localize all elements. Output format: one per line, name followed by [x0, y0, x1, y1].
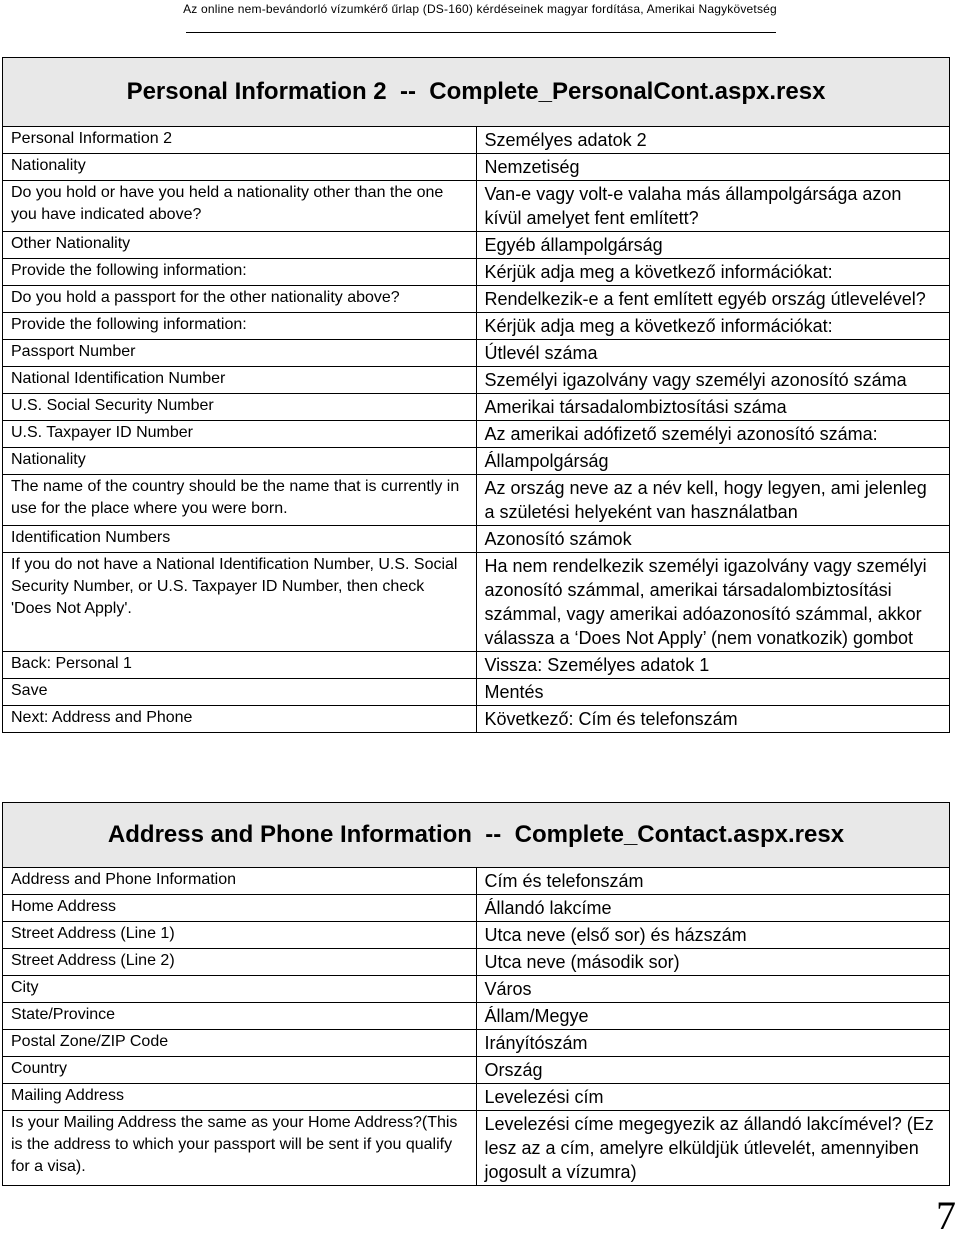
- hungarian-text: Vissza: Személyes adatok 1: [476, 652, 950, 679]
- section-title-row: [3, 803, 950, 868]
- english-text: Address and Phone Information: [3, 868, 477, 895]
- table-row: [3, 553, 950, 652]
- english-text: If you do not have a National Identification Number, U.S. Social Security Number, or U.S. Taxpayer ID Number, then check 'Does Not Apply'.: [3, 553, 477, 652]
- hungarian-text: Kérjük adja meg a következő információkat:: [476, 259, 950, 286]
- english-text: Next: Address and Phone: [3, 706, 477, 733]
- english-text: State/Province: [3, 1003, 477, 1030]
- hungarian-text: Személyi igazolvány vagy személyi azonosító száma: [476, 367, 950, 394]
- table-row: [3, 1084, 950, 1111]
- english-text: Do you hold a passport for the other nationality above?: [3, 286, 477, 313]
- hungarian-text: Cím és telefonszám: [476, 868, 950, 895]
- table-row: [3, 154, 950, 181]
- english-text: National Identification Number: [3, 367, 477, 394]
- english-text: Country: [3, 1057, 477, 1084]
- english-text: U.S. Social Security Number: [3, 394, 477, 421]
- english-text: Mailing Address: [3, 1084, 477, 1111]
- section-title-row: [3, 58, 950, 127]
- table-row: [3, 232, 950, 259]
- table-row: [3, 421, 950, 448]
- english-text: Provide the following information:: [3, 313, 477, 340]
- hungarian-text: Rendelkezik-e a fent említett egyéb ország útlevelével?: [476, 286, 950, 313]
- english-text: Is your Mailing Address the same as your Home Address?(This is the address to which your passport will be sent if you qualify for a visa).: [3, 1111, 477, 1186]
- table-row: [3, 340, 950, 367]
- hungarian-text: Utca neve (második sor): [476, 949, 950, 976]
- english-text: City: [3, 976, 477, 1003]
- hungarian-text: Következő: Cím és telefonszám: [476, 706, 950, 733]
- english-text: Street Address (Line 2): [3, 949, 477, 976]
- table-body: [3, 58, 950, 733]
- hungarian-text: Mentés: [476, 679, 950, 706]
- hungarian-text: Az amerikai adófizető személyi azonosító száma:: [476, 421, 950, 448]
- header-underline: [186, 32, 776, 33]
- translation-table-address-phone: [2, 802, 950, 1186]
- english-text: Passport Number: [3, 340, 477, 367]
- english-text: Do you hold or have you held a nationality other than the one you have indicated above?: [3, 181, 477, 232]
- hungarian-text: Azonosító számok: [476, 526, 950, 553]
- hungarian-text: Amerikai társadalombiztosítási száma: [476, 394, 950, 421]
- english-text: Personal Information 2: [3, 127, 477, 154]
- header-text: Az online nem-bevándorló vízumkérő űrlap (DS-160) kérdéseinek magyar fordítása, Amerikai Nagykövetség: [183, 2, 777, 16]
- english-text: Nationality: [3, 154, 477, 181]
- table-row: [3, 895, 950, 922]
- hungarian-text: Útlevél száma: [476, 340, 950, 367]
- section-title: Address and Phone Information -- Complete_Contact.aspx.resx: [3, 803, 950, 868]
- table-row: [3, 394, 950, 421]
- table-row: [3, 286, 950, 313]
- table-row: [3, 1057, 950, 1084]
- hungarian-text: Állandó lakcíme: [476, 895, 950, 922]
- hungarian-text: Az ország neve az a név kell, hogy legyen, ami jelenleg a születési helyeként van használatban: [476, 475, 950, 526]
- table-row: [3, 1003, 950, 1030]
- hungarian-text: Kérjük adja meg a következő információkat:: [476, 313, 950, 340]
- hungarian-text: Nemzetiség: [476, 154, 950, 181]
- english-text: Nationality: [3, 448, 477, 475]
- page-number: 7: [936, 1193, 956, 1238]
- table-row: [3, 922, 950, 949]
- table-row: [3, 313, 950, 340]
- table-row: [3, 127, 950, 154]
- english-text: The name of the country should be the name that is currently in use for the place where you were born.: [3, 475, 477, 526]
- translation-table-personal-info-2: [2, 57, 950, 733]
- table-row: [3, 706, 950, 733]
- table-row: [3, 475, 950, 526]
- table-row: [3, 259, 950, 286]
- table-row: [3, 1030, 950, 1057]
- english-text: Other Nationality: [3, 232, 477, 259]
- hungarian-text: Egyéb állampolgárság: [476, 232, 950, 259]
- table-body: [3, 803, 950, 1186]
- section-title: Personal Information 2 -- Complete_PersonalCont.aspx.resx: [3, 58, 950, 127]
- table-row: [3, 1111, 950, 1186]
- table-row: [3, 181, 950, 232]
- hungarian-text: Levelezési címe megegyezik az állandó lakcímével? (Ez lesz az a cím, amelyre elküldjük útlevelét, amennyiben jogosult a vízumra): [476, 1111, 950, 1186]
- table-row: [3, 976, 950, 1003]
- page-header: [0, 0, 960, 40]
- hungarian-text: Ország: [476, 1057, 950, 1084]
- table-row: [3, 652, 950, 679]
- hungarian-text: Irányítószám: [476, 1030, 950, 1057]
- english-text: Provide the following information:: [3, 259, 477, 286]
- english-text: Identification Numbers: [3, 526, 477, 553]
- table-row: [3, 526, 950, 553]
- english-text: U.S. Taxpayer ID Number: [3, 421, 477, 448]
- table-row: [3, 448, 950, 475]
- hungarian-text: Utca neve (első sor) és házszám: [476, 922, 950, 949]
- hungarian-text: Levelezési cím: [476, 1084, 950, 1111]
- english-text: Home Address: [3, 895, 477, 922]
- english-text: Back: Personal 1: [3, 652, 477, 679]
- table-row: [3, 949, 950, 976]
- hungarian-text: Város: [476, 976, 950, 1003]
- table-row: [3, 868, 950, 895]
- hungarian-text: Állam/Megye: [476, 1003, 950, 1030]
- english-text: Street Address (Line 1): [3, 922, 477, 949]
- table-row: [3, 367, 950, 394]
- hungarian-text: Személyes adatok 2: [476, 127, 950, 154]
- hungarian-text: Állampolgárság: [476, 448, 950, 475]
- table-row: [3, 679, 950, 706]
- hungarian-text: Van-e vagy volt-e valaha más állampolgársága azon kívül amelyet fent említett?: [476, 181, 950, 232]
- english-text: Postal Zone/ZIP Code: [3, 1030, 477, 1057]
- hungarian-text: Ha nem rendelkezik személyi igazolvány vagy személyi azonosító számmal, amerikai társadalombiztosítási számmal, vagy amerikai adóazonosító számmal, akkor válassza a ‘Does Not Apply’ (nem vonatkozik) gombot: [476, 553, 950, 652]
- english-text: Save: [3, 679, 477, 706]
